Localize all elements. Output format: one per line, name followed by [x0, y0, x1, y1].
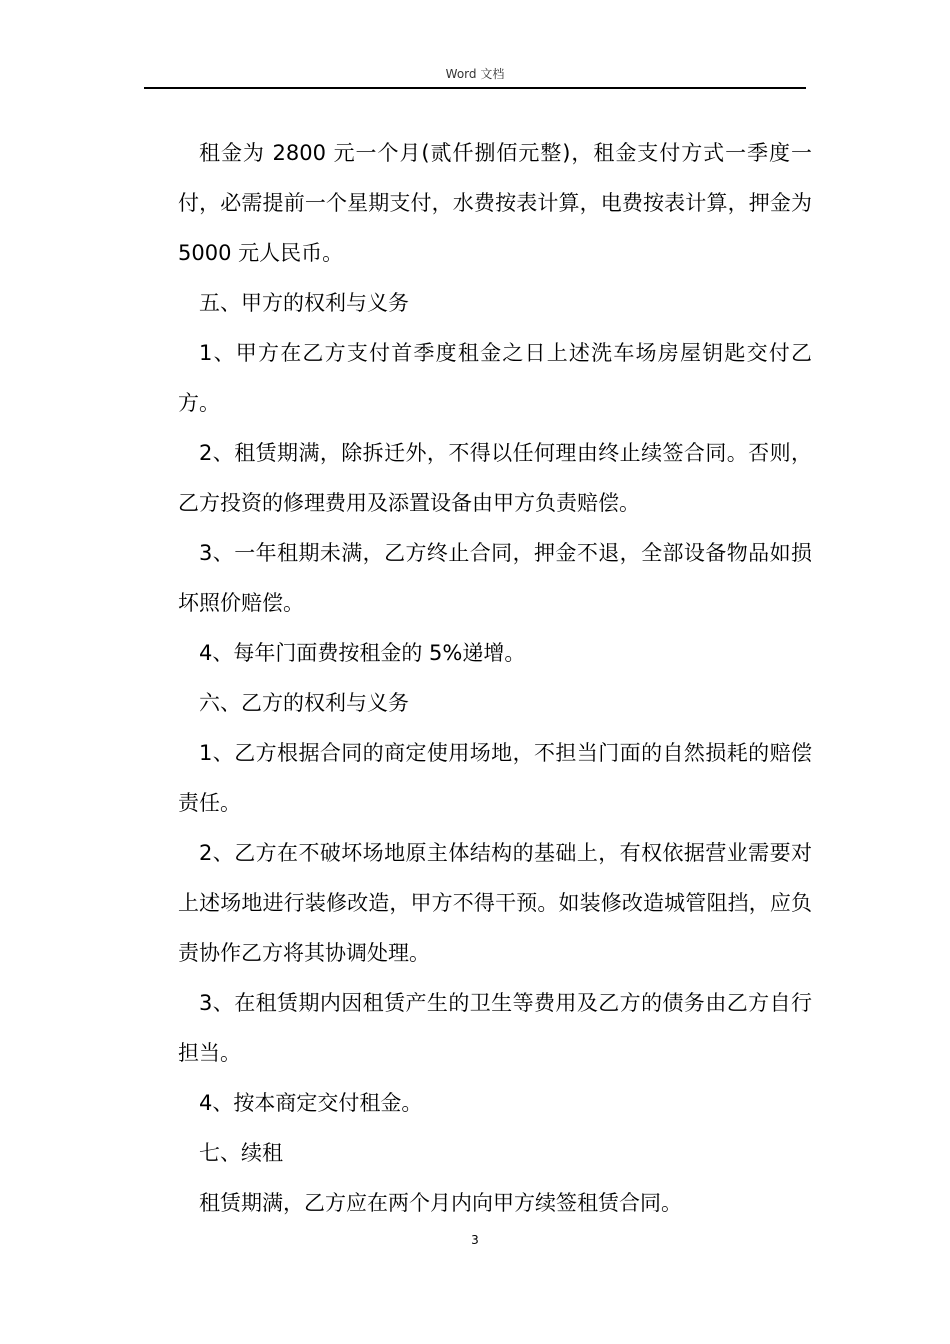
paragraph-party-a-item-1: 1、甲方在乙方支付首季度租金之日上述洗车场房屋钥匙交付乙方。	[178, 341, 812, 415]
section-heading-party-b: 六、乙方的权利与义务	[199, 691, 409, 715]
section-heading-renewal: 七、续租	[199, 1141, 283, 1165]
paragraph-party-a-item-3: 3、一年租期未满，乙方终止合同，押金不退，全部设备物品如损坏照价赔偿。	[178, 541, 812, 615]
paragraph-rent-terms: 租金为 2800 元一个月(贰仟捌佰元整)，租金支付方式一季度一付，必需提前一个星期支付，水费按表计算，电费按表计算，押金为 5000 元人民币。	[178, 141, 812, 265]
header-divider	[144, 87, 806, 89]
paragraph-party-b-item-2: 2、乙方在不破坏场地原主体结构的基础上，有权依据营业需要对上述场地进行装修改造，甲方不得干预。如装修改造城管阻挡，应负责协作乙方将其协调处理。	[178, 841, 812, 965]
paragraph-party-b-item-4: 4、按本商定交付租金。	[199, 1091, 423, 1115]
paragraph-renewal: 租赁期满，乙方应在两个月内向甲方续签租赁合同。	[199, 1191, 682, 1215]
section-heading-party-a: 五、甲方的权利与义务	[199, 291, 409, 315]
page-number: 3	[471, 1233, 479, 1247]
page-header-title: Word 文档	[445, 67, 505, 81]
paragraph-party-b-item-1: 1、乙方根据合同的商定使用场地，不担当门面的自然损耗的赔偿责任。	[178, 741, 812, 815]
document-body	[178, 128, 812, 1228]
paragraph-party-b-item-3: 3、在租赁期内因租赁产生的卫生等费用及乙方的债务由乙方自行担当。	[178, 991, 812, 1065]
paragraph-party-a-item-2: 2、租赁期满，除拆迁外，不得以任何理由终止续签合同。否则，乙方投资的修理费用及添置设备由甲方负责赔偿。	[178, 441, 812, 515]
paragraph-party-a-item-4: 4、每年门面费按租金的 5%递增。	[199, 641, 526, 665]
